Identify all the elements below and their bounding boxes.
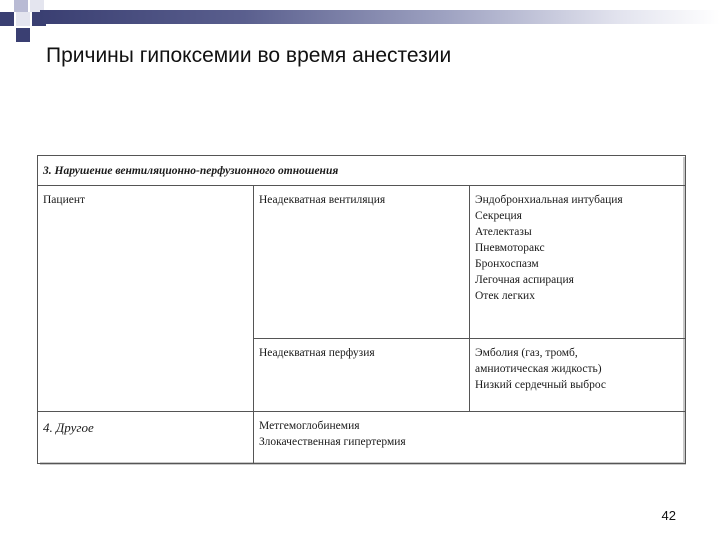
- list-item: амниотическая жидкость): [475, 363, 602, 375]
- list-item: Легочная аспирация: [475, 274, 574, 286]
- list-item: Бронхоспазм: [475, 258, 539, 270]
- list-item: Метгемоглобинемия: [259, 420, 360, 432]
- list-item: Пневмоторакс: [475, 242, 545, 254]
- patient-cell: Пациент: [38, 186, 254, 412]
- inadequate-perfusion-cell: Неадекватная перфузия: [254, 339, 470, 412]
- list-item: Отек легких: [475, 290, 535, 302]
- header-band: [40, 10, 720, 24]
- list-item: Злокачественная гипертермия: [259, 436, 406, 448]
- ventilation-causes-cell: [470, 186, 686, 339]
- other-causes-cell: [254, 412, 686, 464]
- other-cell: 4. Другое: [38, 412, 254, 464]
- list-item: Секреция: [475, 210, 522, 222]
- decor-square: [0, 12, 14, 26]
- decor-square: [16, 28, 30, 42]
- list-item: Эмболия (газ, тромб,: [475, 347, 578, 359]
- hypoxemia-causes-table: [37, 155, 686, 464]
- slide-title: Причины гипоксемии во время анестезии: [46, 44, 452, 67]
- inadequate-ventilation-cell: Неадекватная вентиляция: [254, 186, 470, 339]
- list-item: Эндобронхиальная интубация: [475, 194, 623, 206]
- decor-square: [16, 12, 30, 26]
- page-number: 42: [661, 508, 676, 523]
- list-item: Ателектазы: [475, 226, 532, 238]
- perfusion-causes-cell: [470, 339, 686, 412]
- table-section-header: 3. Нарушение вентиляционно-перфузионного отношения: [38, 156, 686, 186]
- list-item: Низкий сердечный выброс: [475, 379, 606, 391]
- decor-square: [14, 0, 28, 12]
